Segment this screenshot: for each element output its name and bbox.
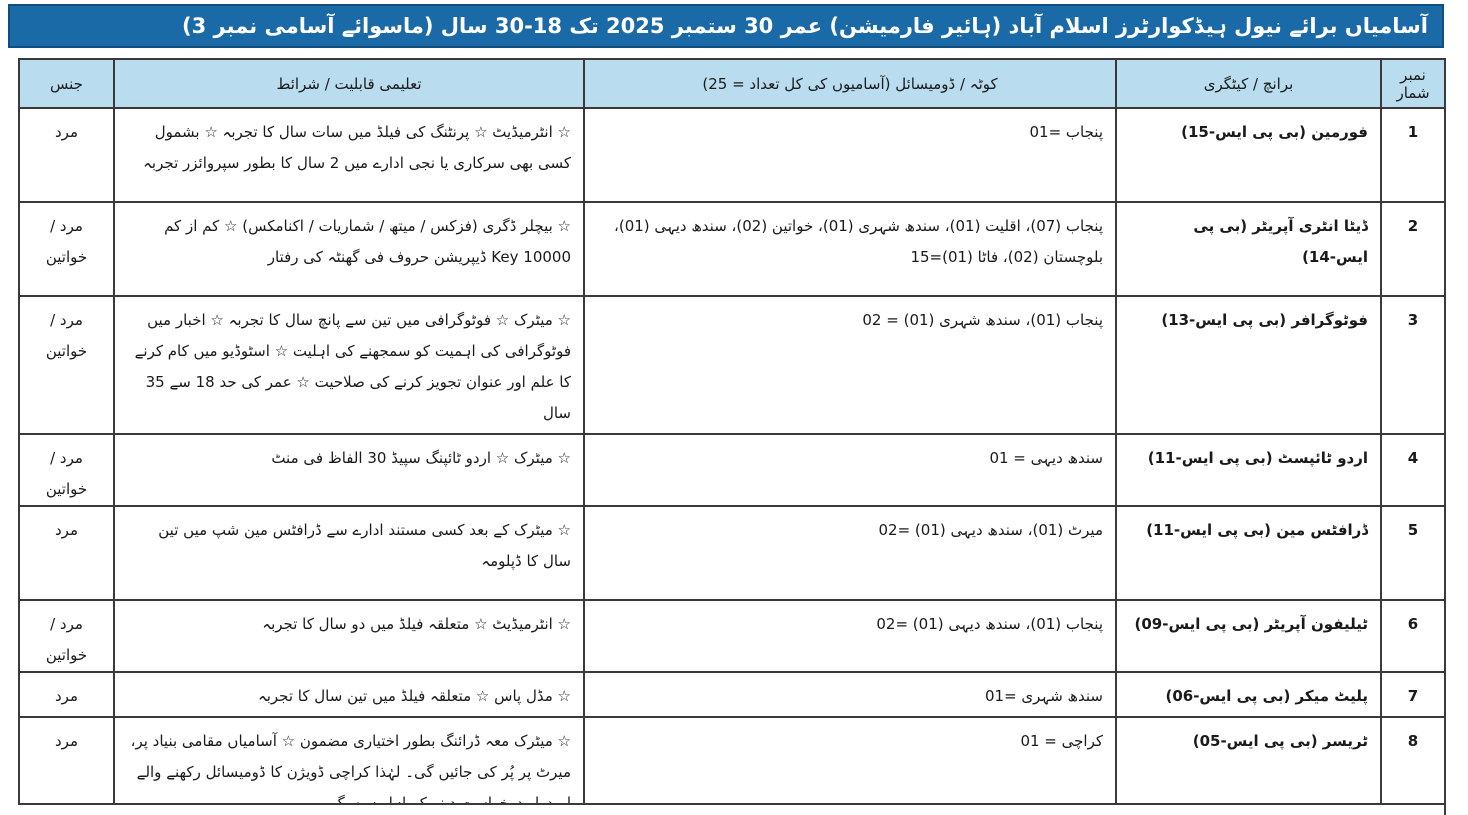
row-serial: 6 xyxy=(1381,600,1445,672)
row-quota: پنجاب (01)، سندھ شہری (01) = 02 xyxy=(584,296,1116,434)
row-serial: 1 xyxy=(1381,108,1445,202)
row-gender: مرد xyxy=(19,672,114,717)
row-qualification: ☆ میٹرک کے بعد کسی مستند ادارے سے ڈرافٹس مین شپ میں تین سال کا ڈپلومہ xyxy=(114,506,584,600)
row-quota: سندھ شہری =01 xyxy=(584,672,1116,717)
row-serial: 7 xyxy=(1381,672,1445,717)
table-row xyxy=(19,600,1445,672)
table-row xyxy=(19,296,1445,434)
row-quota: سندھ دیہی = 01 xyxy=(584,434,1116,506)
row-serial: 3 xyxy=(1381,296,1445,434)
column-header-qualification: تعلیمی قابلیت / شرائط xyxy=(114,59,584,108)
row-serial: 4 xyxy=(1381,434,1445,506)
table-row xyxy=(19,108,1445,202)
row-gender: مرد / خواتین xyxy=(19,202,114,296)
column-header-category: برانچ / کیٹگری xyxy=(1116,59,1381,108)
vacancies-table xyxy=(18,58,1446,815)
row-serial: 8 xyxy=(1381,717,1445,815)
row-gender: مرد xyxy=(19,717,114,815)
row-category: ٹریسر (بی پی ایس-05) xyxy=(1116,717,1381,815)
row-category: ڈرافٹس مین (بی پی ایس-11) xyxy=(1116,506,1381,600)
row-qualification: ☆ میٹرک معہ ڈرائنگ بطور اختیاری مضمون ☆ آسامیاں مقامی بنیاد پر، میرٹ پر پُر کی جائیں گی۔ لہٰذا کراچی ڈویژن کا ڈومیسائل رکھنے والے xyxy=(114,717,584,815)
row-quota: کراچی = 01 xyxy=(584,717,1116,815)
table-row xyxy=(19,202,1445,296)
row-category: ڈیٹا انٹری آپریٹر (بی پی ایس-14) xyxy=(1116,202,1381,296)
row-quota: پنجاب (07)، اقلیت (01)، سندھ شہری (01)، خواتین (02)، سندھ دیہی (01)، بلوچستان (02)، فاٹا (01)=15 xyxy=(584,202,1116,296)
row-category: فوٹوگرافر (بی پی ایس-13) xyxy=(1116,296,1381,434)
row-qualification: ☆ میٹرک ☆ اردو ٹائپنگ سپیڈ 30 الفاظ فی منٹ xyxy=(114,434,584,506)
row-serial: 5 xyxy=(1381,506,1445,600)
row-qualification: ☆ مڈل پاس ☆ متعلقہ فیلڈ میں تین سال کا تجربہ xyxy=(114,672,584,717)
table-row xyxy=(19,717,1445,815)
table-row xyxy=(19,672,1445,717)
row-category: اردو ٹائپسٹ (بی پی ایس-11) xyxy=(1116,434,1381,506)
column-header-serial: نمبر شمار xyxy=(1381,59,1445,108)
table-header-row xyxy=(19,59,1445,108)
row-quota: پنجاب =01 xyxy=(584,108,1116,202)
row-gender: مرد xyxy=(19,506,114,600)
row-category: ٹیلیفون آپریٹر (بی پی ایس-09) xyxy=(1116,600,1381,672)
table-row xyxy=(19,434,1445,506)
row-gender: مرد / خواتین xyxy=(19,434,114,506)
table-row xyxy=(19,506,1445,600)
row-gender: مرد xyxy=(19,108,114,202)
row-quota: میرٹ (01)، سندھ دیہی (01) =02 xyxy=(584,506,1116,600)
row-category: پلیٹ میکر (بی پی ایس-06) xyxy=(1116,672,1381,717)
bottom-divider xyxy=(18,803,1444,815)
row-serial: 2 xyxy=(1381,202,1445,296)
column-header-quota: کوٹہ / ڈومیسائل (آسامیوں کی کل تعداد = 25) xyxy=(584,59,1116,108)
row-gender: مرد / خواتین xyxy=(19,600,114,672)
column-header-gender: جنس xyxy=(19,59,114,108)
page-title: آسامیاں برائے نیول ہیڈکوارٹرز اسلام آباد (ہائیر فارمیشن) عمر 30 ستمبر 2025 تک 18-30 سال (ماسوائے آسامی نمبر 3) xyxy=(8,4,1444,48)
row-category: فورمین (بی پی ایس-15) xyxy=(1116,108,1381,202)
row-qualification: ☆ انٹرمیڈیٹ ☆ پرنٹنگ کی فیلڈ میں سات سال کا تجربہ ☆ بشمول کسی بھی سرکاری یا نجی ادارے میں 2 سال کا بطور سپروائزر تجربہ xyxy=(114,108,584,202)
row-qualification: ☆ بیچلر ڈگری (فزکس / میتھ / شماریات / اکنامکس) ☆ کم از کم 10000 Key ڈیپریشن حروف فی گھنٹہ کی رفتار xyxy=(114,202,584,296)
row-qualification: ☆ انٹرمیڈیٹ ☆ متعلقہ فیلڈ میں دو سال کا تجربہ xyxy=(114,600,584,672)
row-gender: مرد / خواتین xyxy=(19,296,114,434)
row-qualification: ☆ میٹرک ☆ فوٹوگرافی میں تین سے پانچ سال کا تجربہ ☆ اخبار میں فوٹوگرافی کی اہمیت کو سمجھنے کی اہلیت ☆ اسٹوڈیو میں کام کرنے کا علم اور عنوان تجویز کرنے کی صلاحیت ☆ عمر کی حد 18 سے 35 سال xyxy=(114,296,584,434)
row-quota: پنجاب (01)، سندھ دیہی (01) =02 xyxy=(584,600,1116,672)
